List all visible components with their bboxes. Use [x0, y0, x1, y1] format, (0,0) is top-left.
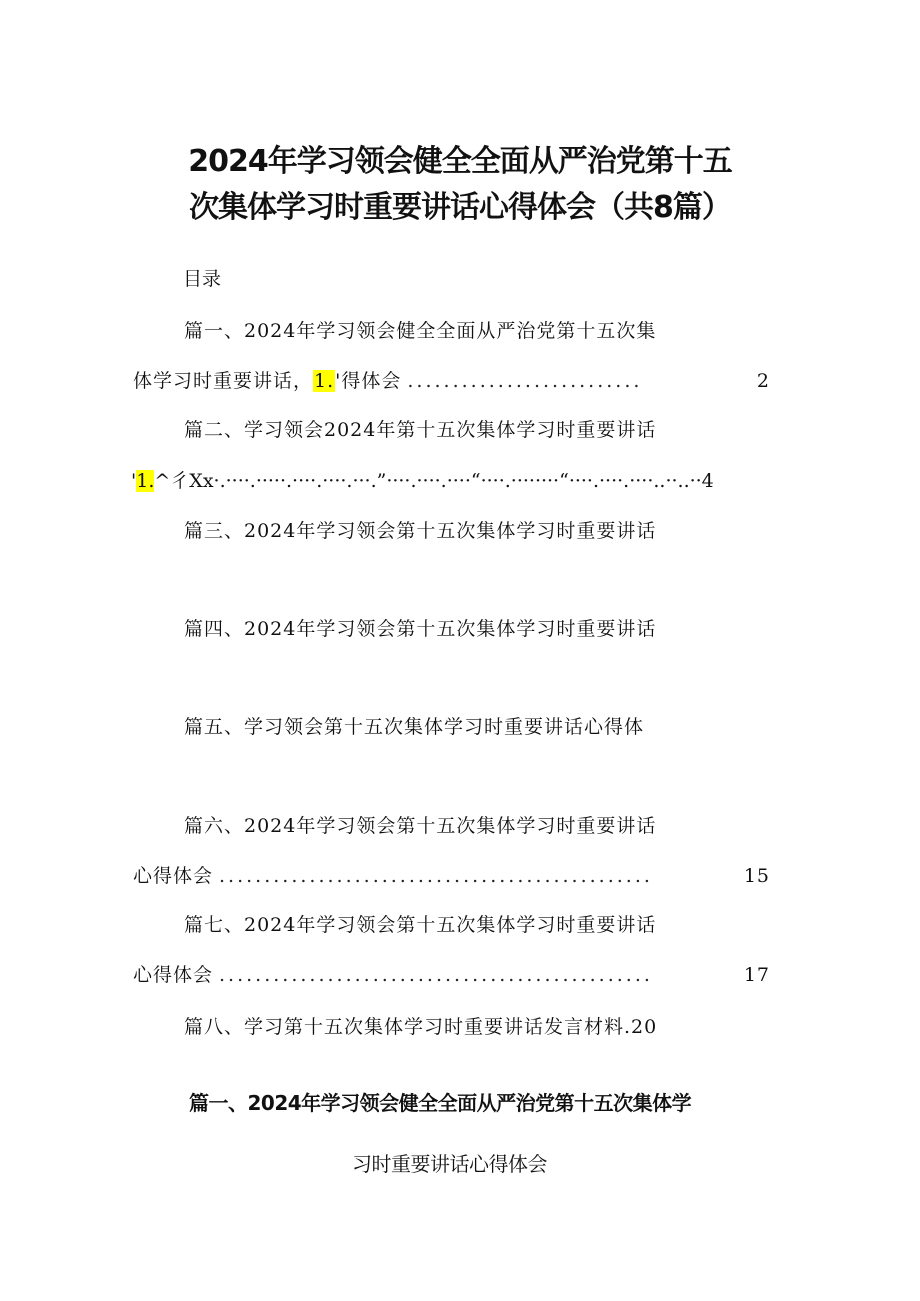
highlight-mark: 1.: [136, 470, 155, 492]
toc-leader-dots: ..........................: [407, 370, 643, 392]
toc-item-7-line-2: [133, 960, 770, 990]
toc-leader-dots: ................................................: [219, 964, 653, 986]
highlight-mark: 1.: [314, 370, 335, 392]
toc-item-7-text: 心得体会: [133, 964, 214, 986]
toc-item-2-line-2: '1.^彳Xx·.····.·····.····.····.···.”····.····.····“····.········“····.····.····..··..··4: [131, 470, 714, 492]
document-title-line-2: 次集体学习时重要讲话心得体会（共8篇）: [189, 190, 731, 225]
toc-item-2-line-1: 篇二、学习领会2024年第十五次集体学习时重要讲话: [184, 419, 657, 441]
toc-item-1-line-2: [133, 366, 770, 396]
toc-leader-dots: ................................................: [219, 865, 653, 887]
toc-item-1-page: 2: [756, 370, 770, 392]
section-heading-line-1: 篇一、2024年学习领会健全全面从严治党第十五次集体学: [189, 1091, 692, 1115]
toc-item-1-line-1: 篇一、2024年学习领会健全全面从严治党第十五次集: [184, 320, 657, 342]
toc-item-6-text: 心得体会: [133, 865, 214, 887]
toc-item-3-line-1: 篇三、2024年学习领会第十五次集体学习时重要讲话: [184, 520, 657, 542]
toc-item-5-line-1: 篇五、学习领会第十五次集体学习时重要讲话心得体: [184, 716, 645, 738]
toc-item-1-text: 体学习时重要讲话，1.'得体会: [133, 370, 402, 392]
document-title-line-1: 2024年学习领会健全全面从严治党第十五: [188, 144, 732, 179]
toc-item-6-line-1: 篇六、2024年学习领会第十五次集体学习时重要讲话: [184, 815, 657, 837]
toc-item-4-line-1: 篇四、2024年学习领会第十五次集体学习时重要讲话: [184, 618, 657, 640]
section-heading-line-2: 习时重要讲话心得体会: [352, 1152, 547, 1176]
toc-item-6-page: 15: [743, 865, 770, 887]
toc-item-8-line-1: 篇八、学习第十五次集体学习时重要讲话发言材料.20: [184, 1016, 658, 1038]
toc-item-7-line-1: 篇七、2024年学习领会第十五次集体学习时重要讲话: [184, 914, 657, 936]
toc-item-7-page: 17: [743, 964, 770, 986]
toc-item-6-line-2: [133, 861, 770, 891]
toc-heading: 目录: [183, 268, 222, 290]
